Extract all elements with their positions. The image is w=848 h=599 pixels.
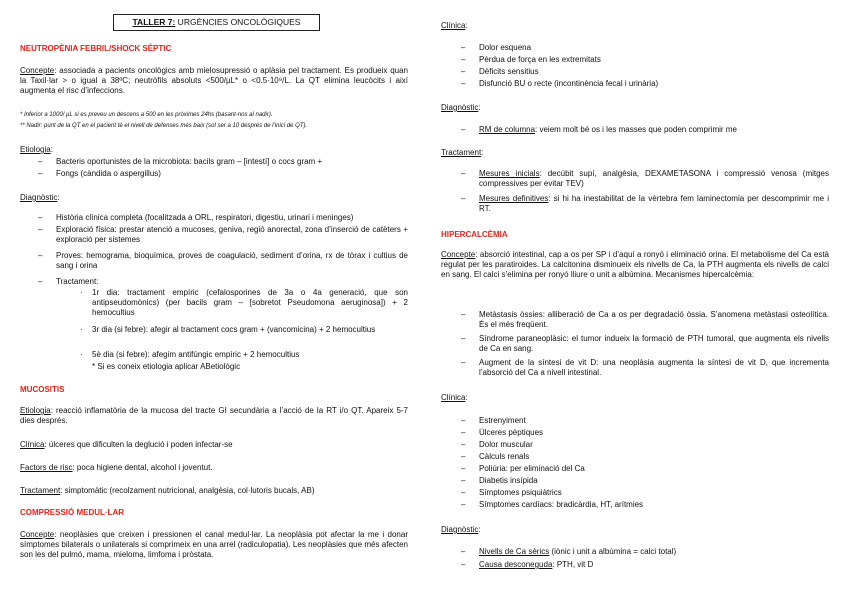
dash-marker: –: [461, 169, 466, 178]
etiologia-item: Fongs (càndida o aspergillus): [56, 169, 161, 178]
diag-item: Tractament:: [56, 277, 99, 286]
compressio-concepte-text: : neoplàsies que creixen i pressionen el canal medul·lar. La neoplàsia pot afectar la me i donar símptomes bilaterals o unilaterals si comprimeix en una arrel (radiculopatia). Les neoplàsies que més afecten son les del pulmó, mama, mieloma, limfoma i pròstata.: [20, 530, 408, 559]
hiper-diag-item-text: : PTH, vit D: [552, 560, 594, 569]
mucositis-tract-text: : simptomàtic (recolzament nutricional, analgèsia, col·lutoris bucals, AB): [60, 486, 315, 495]
hiper-diag-item: [479, 560, 593, 570]
mucositis-factors-text: : poca higiene dental, alcohol i joventut.: [72, 463, 213, 472]
hiper-clinica-item: Símptomes psiquiàtrics: [479, 488, 562, 497]
hiper-concepte-label: Concepte: [441, 250, 476, 259]
dash-marker: –: [461, 43, 466, 52]
dash-marker: –: [38, 277, 43, 286]
bullet-marker: ·: [80, 288, 83, 297]
mech-item: Metàstasis òssies: alliberació de Ca a os per degradació òssia. S’anomena metàstasi osteolítica. És el més freqüent.: [479, 310, 829, 329]
neutropenia-concepte-label: Concepte: [20, 66, 55, 75]
dash-marker: –: [461, 428, 466, 437]
hipercalcemia-heading: HIPERCALCÈMIA: [441, 230, 508, 239]
hiper-clinica-item: Dolor muscular: [479, 440, 533, 449]
diag-item: Proves: hemograma, bioquímica, proves de coagulació, sediment d’orina, rx de tòrax i cultius de sang i orina: [56, 251, 408, 270]
hiper-concepte: [441, 250, 829, 280]
mech-item: Augment de la síntesi de vit D: una neoplàsia augmenta la síntesi de vit D, que incrementa l’absorció del Ca a nivell intestinal.: [479, 358, 829, 377]
title-box: [113, 14, 320, 31]
compressio-clinica-heading: [441, 21, 468, 31]
bullet-marker: ·: [80, 325, 83, 334]
tract-item: [479, 169, 829, 189]
compressio-heading: COMPRESSIÓ MEDUL·LAR: [20, 508, 124, 517]
hiper-clinica-item: Poliúria: per eliminació del Ca: [479, 464, 585, 473]
hiper-diag-heading: [441, 525, 481, 535]
mucositis-clinica-text: : úlceres que dificulten la deglució i poden infectar-se: [44, 440, 233, 449]
neutropenia-diagnostic-heading: [20, 193, 60, 203]
neutropenia-etiologia-heading: [20, 145, 53, 155]
dash-marker: –: [461, 500, 466, 509]
clinica-item: Dolor esquena: [479, 43, 532, 52]
neutropenia-note-1: * Inferior a 1000/ µL si es preveu un descens a 500 en les pròximes 24hs (basant-nos al nadir).: [20, 112, 273, 118]
dash-marker: –: [461, 194, 466, 203]
dash-marker: –: [461, 55, 466, 64]
neutropenia-concepte-text: : associada a pacients oncològics amb mielosupressió o aplàsia pel tractament. Es produeix quan la Taxil·lar > o igual a 38ºC; neutròfils absoluts <500/µL* o <0.5·10⁹/L. La QT elimina leucòcits i així augmenta el risc d’infeccions.: [20, 66, 408, 95]
hiper-clinica-item: Càlculs renals: [479, 452, 530, 461]
dash-marker: –: [461, 79, 466, 88]
diagnostic-label: Diagnòstic: [20, 193, 58, 202]
mech-item: Síndrome paraneoplàsic: el tumor indueix la formació de PTH tumoral, que augmenta els nivells de Ca en sang.: [479, 334, 829, 353]
clinica-item: Pèrdua de força en les extremitats: [479, 55, 601, 64]
tract-item-label: Mesures definitives: [479, 194, 549, 203]
clinica-item: Dèficits sensitius: [479, 67, 539, 76]
dash-marker: –: [461, 125, 466, 134]
hiper-diag-item-label: Causa desconeguda: [479, 560, 553, 569]
dash-marker: –: [461, 358, 466, 367]
dash-marker: –: [461, 310, 466, 319]
diag-item: [479, 125, 737, 135]
hiper-diag-colon: :: [478, 525, 481, 534]
tract-item-text: : decúbit supí, analgèsia, DEXAMETASONA i compressió venosa (mitges compressives per evitar TEV): [479, 169, 830, 188]
tract-item: 1r dia: tractament empíric (cefalosporines de 3a o 4a generació, que son antipseudomònics) (per bacils gram – [sobretot Pseudomona aeruginosa]) + 2 hemocultius: [92, 288, 408, 317]
hiper-clinica-item: Úlceres pèptiques: [479, 428, 544, 437]
diag-item-text: : veiem molt bé os i les masses que poden comprimir me: [535, 125, 737, 134]
compressio-concepte: [20, 530, 408, 560]
diag-item: Exploració física: prestar atenció a mucoses, geniva, regió anorectal, zona d’inserció de catèters + exploració per sistemes: [56, 225, 408, 244]
hiper-clinica-heading: [441, 393, 468, 403]
dash-marker: –: [461, 464, 466, 473]
diag-label: Diagnòstic: [441, 103, 479, 112]
hiper-diag-item-label: Nivells de Ca sèrics: [479, 547, 550, 556]
mucositis-clinica: [20, 440, 233, 450]
clinica-colon: :: [465, 21, 468, 30]
etiologia-label: Etiologia: [20, 145, 51, 154]
hiper-clinica-colon: :: [465, 393, 468, 402]
hiper-diag-item: [479, 547, 676, 557]
diag-colon: :: [478, 103, 481, 112]
tract-note: * Si es coneix etiologia aplicar ABetiològic: [92, 362, 241, 371]
neutropenia-note-2: ** Nadir: punt de la QT en el pacient té el nivell de defenses més baix (sol ser a 10 després de l’inici de QT).: [20, 123, 308, 129]
hiper-clinica-item: Diabetis insípida: [479, 476, 538, 485]
etiologia-colon: :: [50, 145, 53, 154]
hiper-clinica-item: Símptomes cardíacs: bradicàrdia, HT, arítmies: [479, 500, 644, 509]
dash-marker: –: [461, 547, 466, 556]
clinica-label: Clínica: [441, 21, 466, 30]
mucositis-clinica-label: Clínica: [20, 440, 45, 449]
mucositis-etiologia-text: : reacció inflamatòria de la mucosa del tracte GI secundària a l’acció de la RT i/o QT. Apareix 5-7 dies després.: [20, 406, 408, 425]
diag-item: Història clínica completa (focalitzada a ORL, respiratori, digestiu, urinari i meninges): [56, 213, 354, 222]
dash-marker: –: [38, 213, 43, 222]
etiologia-item: Bacteris oportunistes de la microbiota: bacils gram – [intestí] o cocs gram +: [56, 157, 323, 166]
mucositis-factors: [20, 463, 213, 473]
dash-marker: –: [461, 67, 466, 76]
mucositis-tract-label: Tractament: [20, 486, 61, 495]
tract-colon: :: [481, 148, 484, 157]
hiper-concepte-text: : absorció intestinal, cap a os per SP i d’aquí a ronyó i eliminació orina. El metabolisme del Ca està regulat per les paratiroides. La calcitonina disminueix els nivells de Ca, la PTH augmenta els nivells de calci en sang. El calci s’elimina per ronyó lliure o unit a albúmina. Mecanismes hipercalcèmia:: [441, 250, 829, 279]
mucositis-tractament: [20, 486, 315, 496]
compressio-tract-heading: [441, 148, 483, 158]
dash-marker: –: [461, 334, 466, 343]
tract-label: Tractament: [441, 148, 482, 157]
tract-item-label: Mesures inicials: [479, 169, 540, 178]
dash-marker: –: [461, 452, 466, 461]
dash-marker: –: [461, 440, 466, 449]
mucositis-etiologia-label: Etiologia: [20, 406, 51, 415]
hiper-clinica-item: Estrenyiment: [479, 416, 526, 425]
mucositis-heading: MUCOSITIS: [20, 385, 65, 394]
dash-marker: –: [38, 157, 43, 166]
tract-item: 3r dia (si febre): afegir al tractament cocs gram + (vancomicina) + 2 hemocultius: [92, 325, 376, 334]
diag-item-label: RM de columna: [479, 125, 536, 134]
hiper-diag-item-text: (iònic i unit a albúmina = calci total): [549, 547, 677, 556]
mucositis-factors-label: Factors de risc: [20, 463, 73, 472]
dash-marker: –: [461, 560, 466, 569]
neutropenia-heading: NEUTROPÈNIA FEBRIL/SHOCK SÈPTIC: [20, 44, 172, 53]
hiper-clinica-label: Clínica: [441, 393, 466, 402]
title-rest: URGÈNCIES ONCOLÒGIQUES: [175, 17, 301, 27]
dash-marker: –: [461, 476, 466, 485]
neutropenia-concepte: [20, 66, 408, 96]
mucositis-etiologia: [20, 406, 408, 426]
bullet-marker: ·: [80, 350, 83, 359]
tract-item-text: : si hi ha inestabilitat de la vèrtebra fem laminectomia per descomprimir me i RT.: [479, 194, 829, 213]
diagnostic-colon: :: [57, 193, 60, 202]
dash-marker: –: [38, 251, 43, 260]
hiper-diag-label: Diagnòstic: [441, 525, 479, 534]
dash-marker: –: [461, 488, 466, 497]
dash-marker: –: [38, 225, 43, 234]
title-bold: TALLER 7:: [132, 17, 176, 27]
tract-item: 5è dia (si febre): afegim antifúngic empíric + 2 hemocultius: [92, 350, 300, 359]
compressio-diag-heading: [441, 103, 481, 113]
tract-item: [479, 194, 829, 214]
compressio-concepte-label: Concepte: [20, 530, 55, 539]
clinica-item: Disfunció BU o recte (incontinència fecal i urinària): [479, 79, 659, 88]
dash-marker: –: [38, 169, 43, 178]
dash-marker: –: [461, 416, 466, 425]
